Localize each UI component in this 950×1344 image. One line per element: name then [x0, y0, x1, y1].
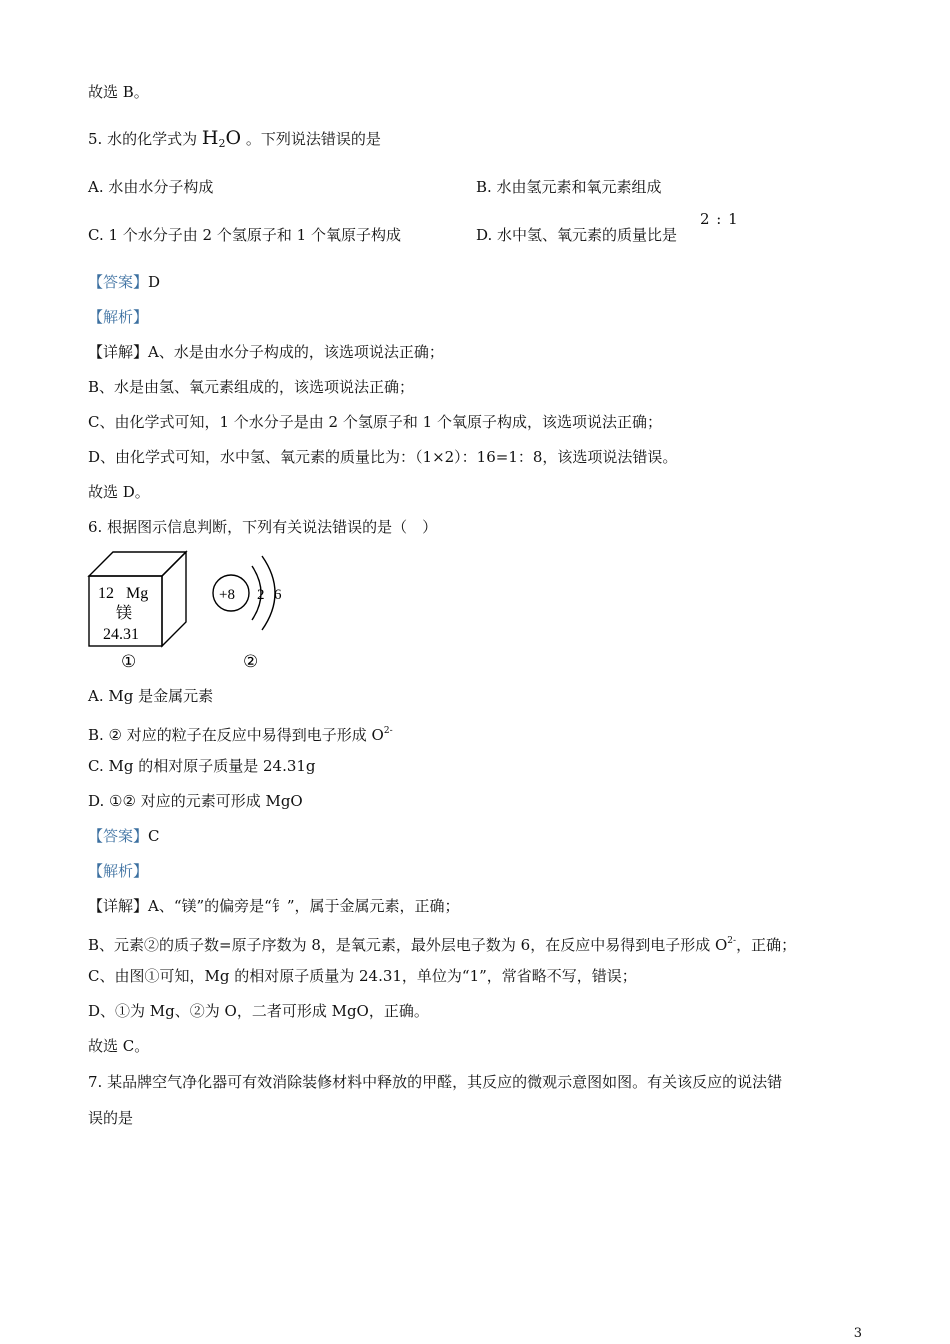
q6-answer: 【答案】C — [88, 827, 160, 845]
conclusion-q4: 故选 B。 — [88, 83, 149, 101]
figure-label-2: ② — [243, 652, 259, 672]
cell-atomic-number: 12 — [98, 585, 114, 602]
q5-detail-d: D、由化学式可知，水中氢、氧元素的质量比为：（1×2）：16=1：8，该选项说法错误。 — [88, 448, 678, 466]
q6-option-c: C. Mg 的相对原子质量是 24.31g — [88, 757, 316, 775]
shell-2-electrons: 6 — [274, 587, 282, 603]
figure-label-1: ① — [121, 652, 137, 672]
question-7-stem-line2: 误的是 — [88, 1109, 134, 1127]
q5-option-b: B. 水由氢元素和氧元素组成 — [476, 178, 662, 196]
shell-1-electrons: 2 — [257, 587, 265, 603]
q5-option-a: A. 水由水分子构成 — [88, 178, 214, 196]
question-5-stem: 5. 水的化学式为 $H_2O$ 。下列说法错误的是 — [88, 127, 381, 150]
q6-detail-b: B、元素②的质子数=原子序数为 8，是氧元素，最外层电子数为 6，在反应中易得到电子形成 $O^{2-}$，正确； — [88, 936, 797, 954]
q5-detail-b: B、水是由氢、氧元素组成的，该选项说法正确； — [88, 378, 415, 396]
q5-detail-c: C、由化学式可知，1 个水分子是由 2 个氢原子和 1 个氧原子构成，该选项说法正确； — [88, 413, 662, 431]
q5-option-c: C. 1 个水分子由 2 个氢原子和 1 个氧原子构成 — [88, 226, 401, 244]
cell-symbol: Mg — [126, 585, 149, 602]
question-7-stem-line1: 7. 某品牌空气净化器可有效消除装修材料中释放的甲醛，其反应的微观示意图如图。有关该反应的说法错 — [88, 1073, 783, 1091]
q5-detail-a: 【详解】A、水是由水分子构成的，该选项说法正确； — [88, 343, 444, 361]
q6-detail-d: D、①为 Mg、②为 O，二者可形成 MgO，正确。 — [88, 1002, 429, 1020]
nucleus-charge: +8 — [219, 587, 235, 603]
q5-option-d-ratio: 2 : 1 — [700, 210, 739, 228]
q6-detail-c: C、由图①可知，Mg 的相对原子质量为 24.31，单位为“1”，常省略不写，错误； — [88, 967, 637, 985]
cell-atomic-mass: 24.31 — [103, 626, 139, 643]
q6-option-d: D. ①② 对应的元素可形成 MgO — [88, 792, 303, 810]
page-number: 3 — [853, 1326, 862, 1341]
q6-analysis-heading: 【解析】 — [88, 862, 149, 880]
q5-option-d: D. 水中氢、氧元素的质量比是 — [476, 226, 678, 244]
water-formula: $H_2O$ — [201, 127, 242, 150]
q6-option-b: B. ② 对应的粒子在反应中易得到电子形成 $O^{2-}$ — [88, 726, 393, 744]
q6-conclusion: 故选 C。 — [88, 1037, 150, 1055]
q5-conclusion: 故选 D。 — [88, 483, 150, 501]
q5-analysis-heading: 【解析】 — [88, 308, 149, 326]
cell-element-name: 镁 — [116, 603, 133, 622]
question-6-stem: 6. 根据图示信息判断，下列有关说法错误的是（ ） — [88, 518, 438, 536]
element-figure — [86, 546, 296, 672]
q6-option-a: A. Mg 是金属元素 — [88, 687, 214, 705]
q5-answer: 【答案】D — [88, 273, 161, 291]
periodic-cell-cube — [89, 552, 186, 646]
oxygen-atom-structure — [213, 556, 282, 630]
q6-detail-a: 【详解】A、“镁”的偏旁是“钅”，属于金属元素，正确； — [88, 897, 460, 915]
